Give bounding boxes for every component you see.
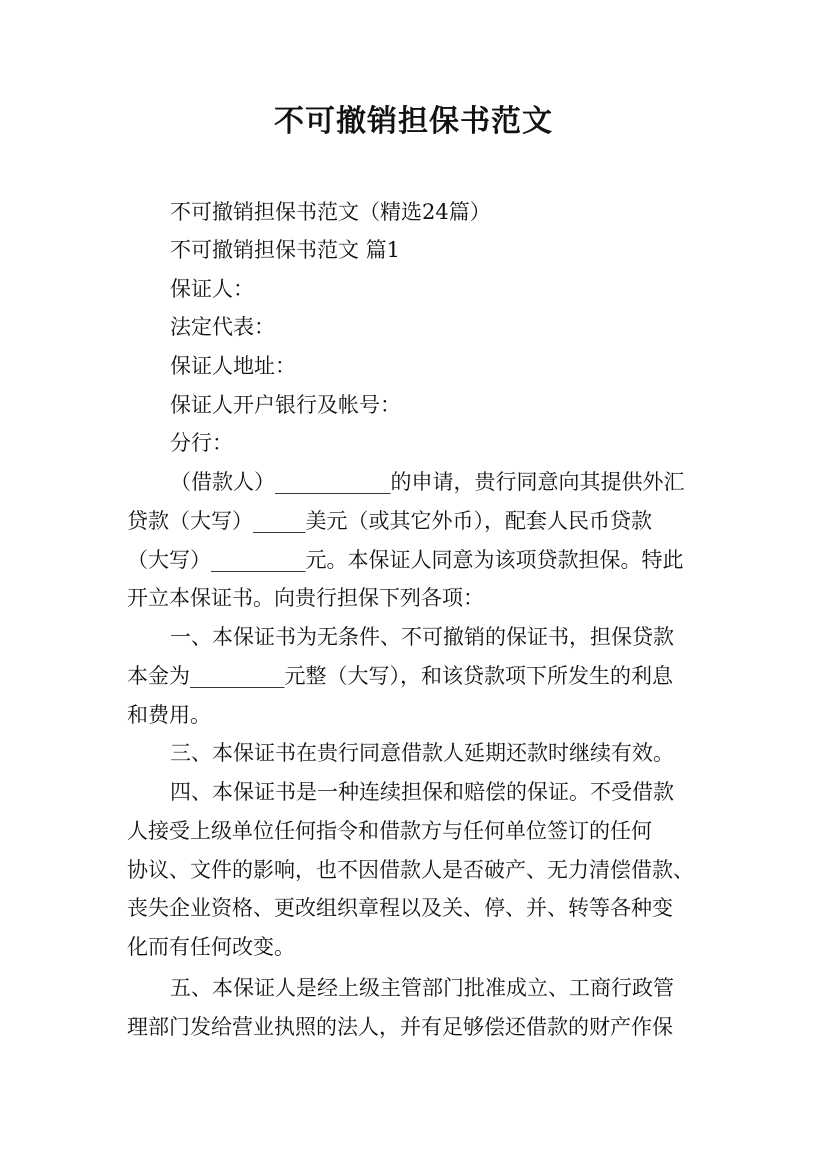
clause-1-line: 一、本保证书为无条件、不可撤销的保证书，担保贷款 (170, 625, 674, 649)
clause-4-line: 人接受上级单位任何指令和借款方与任何单位签订的任何 (127, 819, 652, 843)
guarantor-address-field: 保证人地址： (170, 354, 296, 378)
clause-5-line: 理部门发给营业执照的法人，并有足够偿还借款的财产作保 (127, 1015, 673, 1039)
document-title: 不可撤销担保书范文 (274, 104, 553, 139)
clause-1-line: 本金为_________元整（大写），和该贷款项下所发生的利息 (127, 664, 673, 688)
bank-account-field: 保证人开户银行及帐号： (170, 393, 401, 417)
clause-3-line: 三、本保证书在贵行同意借款人延期还款时继续有效。 (170, 741, 674, 765)
body-line: 贷款（大写）_____美元（或其它外币），配套人民币贷款 (127, 509, 652, 533)
branch-field: 分行： (170, 431, 233, 455)
clause-4-line: 化而有任何改变。 (127, 935, 295, 959)
clause-1-line: 和费用。 (127, 703, 211, 727)
clause-4-line: 四、本保证书是一种连续担保和赔偿的保证。不受借款 (170, 780, 674, 804)
clause-5-line: 五、本保证人是经上级主管部门批准成立、工商行政管 (170, 976, 674, 1000)
section-heading: 不可撤销担保书范文 篇1 (170, 238, 401, 262)
body-line: 开立本保证书。向贵行担保下列各项： (127, 586, 484, 610)
clause-4-line: 丧失企业资格、更改组织章程以及关、停、并、转等各种变 (127, 896, 673, 920)
subtitle-line: 不可撤销担保书范文（精选24篇） (170, 200, 491, 224)
body-line: （借款人）___________的申请，贵行同意向其提供外汇 (170, 470, 685, 494)
legal-representative-field: 法定代表： (170, 315, 275, 339)
clause-4-line: 协议、文件的影响，也不因借款人是否破产、无力清偿借款、 (127, 858, 694, 882)
guarantor-field: 保证人： (170, 277, 254, 301)
body-line: （大写）_________元。本保证人同意为该项贷款担保。特此 (127, 548, 684, 572)
